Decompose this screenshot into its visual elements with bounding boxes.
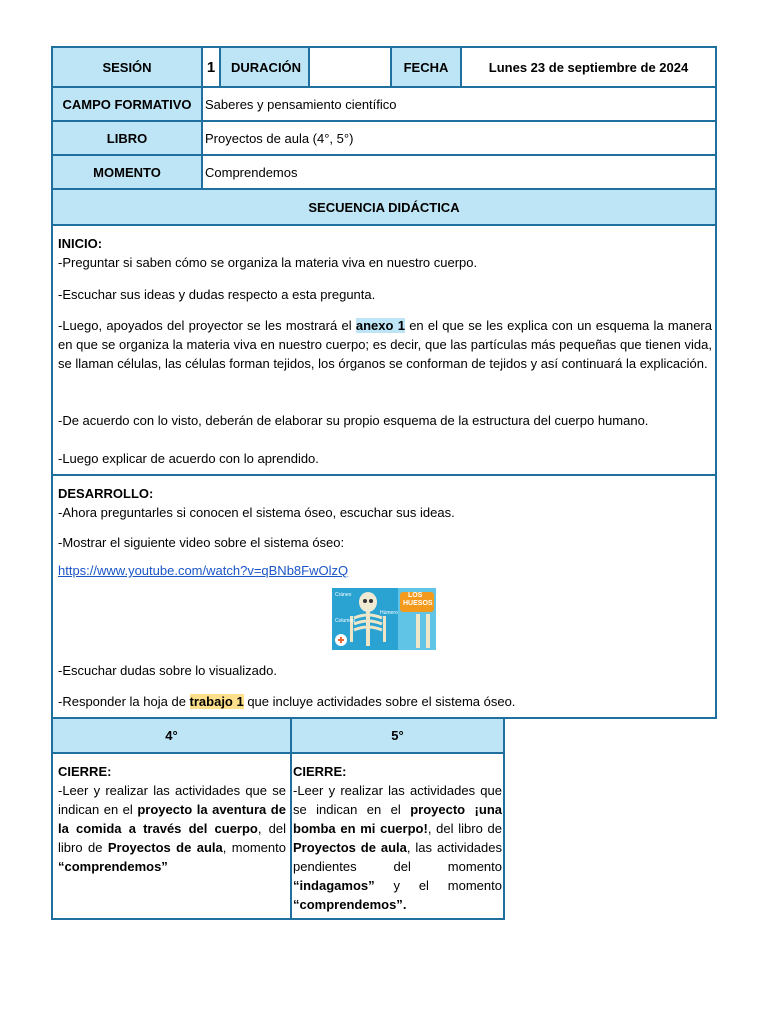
grade-5-header: [290, 717, 505, 754]
cierre-5-moment-a: “indagamos”: [293, 878, 375, 893]
cierre-5-t3: , las actividades pendientes del momento: [293, 840, 502, 874]
desarrollo-p4-text-a: -Responder la hoja de: [58, 694, 190, 709]
inicio-paragraph-4: -De acuerdo con lo visto, deberán de elaborar su propio esquema de la estructura del cuerpo humano.: [58, 413, 649, 428]
campo-label: CAMPO FORMATIVO: [62, 96, 192, 112]
cierre-5-title: CIERRE:: [293, 764, 347, 779]
secuencia-title-cell: [51, 188, 717, 226]
cierre-5-t4: y el momento: [374, 878, 502, 893]
fecha-value-cell: [460, 46, 717, 88]
libro-value: Proyectos de aula (4°, 5°): [205, 130, 354, 146]
fecha-label: FECHA: [403, 59, 449, 75]
sesion-label-cell: [51, 46, 203, 88]
desarrollo-title: DESARROLLO:: [58, 486, 154, 501]
cierre-5-book: Proyectos de aula: [293, 840, 407, 855]
inicio-title: INICIO:: [58, 236, 103, 251]
desarrollo-paragraph-1: -Ahora preguntarles si conocen el sistema óseo, escuchar sus ideas.: [58, 505, 455, 520]
momento-value: Comprendemos: [205, 164, 298, 180]
sesion-value: 1: [206, 58, 216, 76]
inicio-paragraph-1: -Preguntar si saben cómo se organiza la materia viva en nuestro cuerpo.: [58, 255, 478, 270]
fecha-label-cell: [390, 46, 462, 88]
thumb-title-2: HUESOS: [403, 600, 433, 607]
grade-5-label: 5°: [391, 728, 404, 743]
anexo-highlight: anexo 1: [355, 318, 405, 333]
cierre-4-moment: “comprendemos”: [58, 859, 168, 874]
cierre-4-t2: , del libro de: [58, 821, 287, 855]
sesion-label: SESIÓN: [102, 59, 152, 75]
momento-value-cell: [201, 154, 717, 190]
desarrollo-p4-text-b: que incluye actividades sobre el sistema óseo.: [243, 694, 516, 709]
grade-4-label: 4°: [165, 728, 178, 743]
inicio-p3-text-b: en el que se les explica con un esquema la manera en que se organiza la materia viva en nuestro cuerpo; es decir, que las partículas más pequeñas que tienen vida, se llaman células, las células forman tejidos, los órganos se conforman de tejidos y así continuará la explicación.: [58, 318, 712, 371]
cierre-4-t3: , momento: [222, 840, 286, 855]
momento-label-cell: [51, 154, 203, 190]
inicio-p3-text-a: -Luego, apoyados del proyector se les mostrará el: [58, 318, 356, 333]
desarrollo-paragraph-3: -Escuchar dudas sobre lo visualizado.: [58, 663, 277, 678]
cierre-5-t2: , del libro de: [427, 821, 502, 836]
video-link-row: [58, 561, 712, 580]
cierre-4-book: Proyectos de aula: [107, 840, 223, 855]
campo-label-cell: [51, 86, 203, 122]
cierre-5-project: proyecto ¡una bomba en mi cuerpo!: [293, 802, 502, 836]
campo-value-cell: [201, 86, 717, 122]
libro-label-cell: [51, 120, 203, 156]
sesion-value-cell: [201, 46, 221, 88]
grade-4-header: [51, 717, 292, 754]
trabajo-highlight: trabajo 1: [189, 694, 244, 709]
secuencia-title: SECUENCIA DIDÁCTICA: [308, 199, 460, 215]
thumb-label-a: Cráneo: [335, 592, 352, 598]
campo-value: Saberes y pensamiento científico: [205, 96, 397, 112]
thumb-title-1: LOS: [408, 592, 423, 599]
video-thumbnail[interactable]: [332, 588, 436, 650]
thumb-label-b: Columna: [335, 618, 356, 624]
cierre-4-text: [58, 762, 286, 876]
inicio-paragraph-5: -Luego explicar de acuerdo con lo aprendido.: [58, 451, 319, 466]
inicio-paragraph-3: [58, 316, 712, 373]
libro-value-cell: [201, 120, 717, 156]
duracion-label: DURACIÓN: [231, 59, 302, 75]
desarrollo-paragraph-2: -Mostrar el siguiente video sobre el sistema óseo:: [58, 535, 345, 550]
cierre-4-title: CIERRE:: [58, 764, 112, 779]
cierre-5-t5: .: [402, 897, 407, 912]
cierre-5-t1: -Leer y realizar las actividades que se indican en el: [293, 783, 502, 817]
inicio-paragraph-2: -Escuchar sus ideas y dudas respecto a esta pregunta.: [58, 287, 376, 302]
duracion-label-cell: [219, 46, 310, 88]
video-link[interactable]: https://www.youtube.com/watch?v=qBNb8FwOlzQ: [58, 563, 349, 578]
fecha-value: Lunes 23 de septiembre de 2024: [488, 59, 689, 75]
cierre-5-text: [293, 762, 502, 914]
cierre-4-project: proyecto la aventura de la comida a través del cuerpo: [58, 802, 286, 836]
thumb-label-c: Húmero: [380, 610, 398, 616]
cierre-4-t1: -Leer y realizar las actividades que se indican en el: [58, 783, 286, 817]
duracion-value-cell: [308, 46, 392, 88]
libro-label: LIBRO: [106, 130, 148, 146]
desarrollo-paragraph-4: [58, 692, 712, 711]
cierre-5-moment-b: “comprendemos”: [293, 897, 403, 912]
momento-label: MOMENTO: [93, 164, 161, 180]
